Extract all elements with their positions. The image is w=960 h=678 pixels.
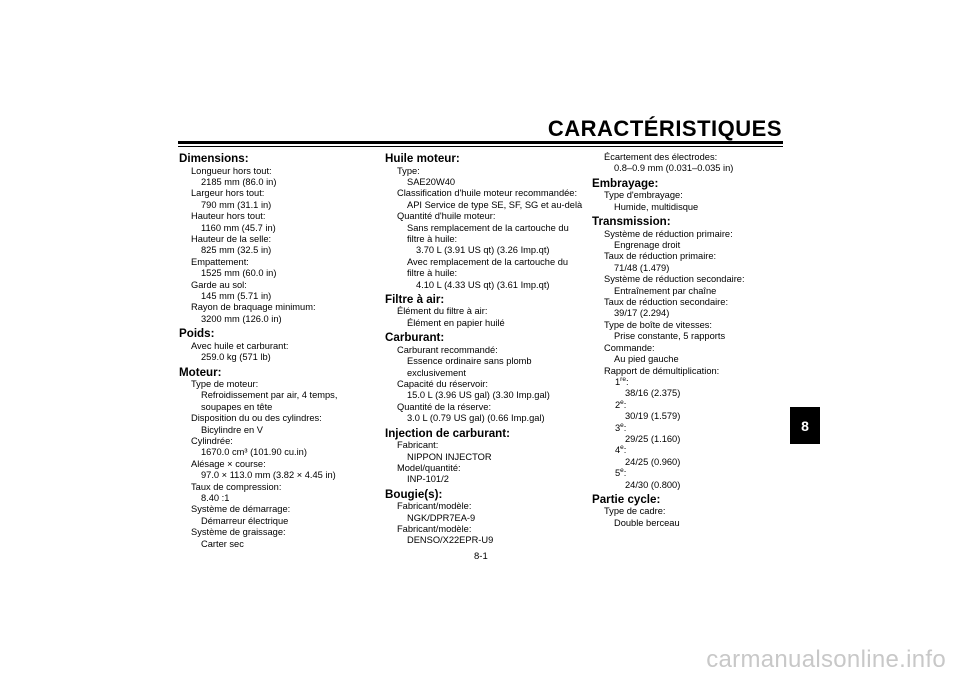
spec-value: Démarreur électrique	[201, 515, 289, 526]
spec-label: Garde au sol:	[191, 279, 247, 290]
spec-value: 8.40 :1	[201, 493, 230, 504]
spec-label: Carburant recommandé:	[397, 344, 498, 355]
spec-value: INP-101/2	[407, 474, 449, 485]
gear-ordinal: e	[620, 444, 624, 452]
spec-value: SAE20W40	[407, 176, 456, 187]
spec-value: Refroidissement par air, 4 temps,	[201, 390, 338, 401]
gear-label	[592, 400, 807, 411]
spec-value: exclusivement	[407, 367, 466, 378]
spec-value: 1670.0 cm³ (101.90 cu.in)	[201, 447, 307, 458]
spec-value: 71/48 (1.479)	[614, 262, 670, 273]
spec-label: Quantité de la réserve:	[397, 401, 492, 412]
gear-colon: :	[623, 422, 627, 433]
spec-value: NGK/DPR7EA-9	[407, 512, 476, 523]
gear-colon: :	[623, 468, 627, 479]
spec-value: filtre à huile:	[407, 233, 458, 244]
spec-value: Entraînement par chaîne	[614, 285, 717, 296]
gear-number: 2	[615, 399, 621, 410]
spec-value: Prise constante, 5 rapports	[614, 331, 726, 342]
header-rule-thin	[178, 146, 783, 147]
spec-label: Type:	[397, 165, 420, 176]
gear-colon: :	[625, 376, 629, 387]
section-heading: Injection de carburant:	[385, 426, 510, 440]
gear-colon: :	[623, 445, 627, 456]
spec-label: Élément du filtre à air:	[397, 306, 488, 317]
spec-column-3	[592, 152, 807, 529]
spec-value: Au pied gauche	[614, 354, 679, 365]
section-heading: Partie cycle:	[592, 492, 661, 506]
spec-label: Commande:	[604, 342, 655, 353]
spec-label: Système de graissage:	[191, 527, 286, 538]
section-heading: Bougie(s):	[385, 487, 443, 501]
page-title: CARACTÉRISTIQUES	[547, 116, 782, 141]
spec-label: Hauteur de la selle:	[191, 233, 272, 244]
spec-value: Bicylindre en V	[201, 424, 264, 435]
spec-value: Avec remplacement de la cartouche du	[407, 256, 569, 267]
spec-label: Capacité du réservoir:	[397, 379, 488, 389]
spec-label: Type d'embrayage:	[604, 190, 683, 201]
section-heading: Carburant:	[385, 331, 445, 345]
spec-label: Cylindrée:	[191, 436, 233, 447]
spec-label: Rayon de braquage minimum:	[191, 302, 316, 313]
gear-ratio: 38/16 (2.375)	[625, 388, 681, 399]
spec-value: API Service de type SE, SF, SG et au-delà	[407, 199, 583, 210]
gear-ratio: 24/30 (0.800)	[625, 479, 681, 490]
gear-ratio: 24/25 (0.960)	[625, 456, 681, 467]
spec-label: Taux de compression:	[191, 481, 282, 492]
spec-value: Sans remplacement de la cartouche du	[407, 222, 569, 233]
spec-column-2	[385, 152, 600, 547]
spec-label: Type de boîte de vitesses:	[604, 319, 713, 330]
section-heading: Dimensions:	[179, 152, 249, 165]
section-heading: Huile moteur:	[385, 152, 460, 165]
spec-label: Model/quantité:	[397, 462, 461, 473]
gear-ordinal: e	[620, 421, 624, 429]
gear-ratio: 30/19 (1.579)	[625, 411, 681, 422]
spec-label: Système de réduction primaire:	[604, 228, 733, 239]
spec-label: Avec huile et carburant:	[191, 340, 289, 351]
gear-label	[592, 468, 807, 479]
spec-value: 1525 mm (60.0 in)	[201, 268, 277, 279]
spec-value: 0.8–0.9 mm (0.031–0.035 in)	[614, 163, 734, 174]
spec-label: Type de moteur:	[191, 379, 259, 389]
spec-value: Carter sec	[201, 538, 244, 549]
spec-label: Type de cadre:	[604, 506, 666, 517]
spec-label: Empattement:	[191, 256, 249, 267]
spec-value: Humide, multidisque	[614, 201, 699, 212]
spec-label: Hauteur hors tout:	[191, 211, 266, 222]
spec-label: Écartement des électrodes:	[604, 152, 718, 162]
gear-number: 5	[615, 468, 621, 479]
spec-label: Rapport de démultiplication:	[604, 365, 720, 376]
gear-label	[592, 377, 807, 388]
spec-value: 15.0 L (3.96 US gal) (3.30 Imp.gal)	[407, 390, 550, 401]
gear-ordinal: re	[620, 375, 626, 383]
spec-label: Fabricant/modèle:	[397, 524, 472, 535]
section-heading: Moteur:	[179, 365, 222, 379]
spec-value: 825 mm (32.5 in)	[201, 245, 272, 256]
spec-value: 3200 mm (126.0 in)	[201, 313, 282, 324]
spec-label: Longueur hors tout:	[191, 165, 272, 176]
spec-value: 4.10 L (4.33 US qt) (3.61 Imp.qt)	[416, 279, 550, 290]
spec-value: filtre à huile:	[407, 268, 458, 279]
section-heading: Transmission:	[592, 215, 671, 229]
spec-label: Disposition du ou des cylindres:	[191, 413, 322, 424]
spec-value: Engrenage droit	[614, 240, 681, 251]
gear-ordinal: e	[620, 398, 624, 406]
gear-number: 1	[615, 376, 621, 387]
chapter-tab: 8	[790, 407, 820, 444]
gear-label	[592, 423, 807, 434]
spec-label: Taux de réduction primaire:	[604, 251, 717, 262]
spec-label: Système de réduction secondaire:	[604, 274, 745, 285]
page-number: 8-1	[474, 551, 488, 562]
spec-label: Fabricant:	[397, 440, 439, 451]
spec-value: 97.0 × 113.0 mm (3.82 × 4.45 in)	[201, 470, 336, 481]
section-heading: Filtre à air:	[385, 292, 445, 306]
spec-column-1	[179, 152, 394, 550]
spec-label: Classification d'huile moteur recommandée:	[397, 188, 578, 199]
gear-ratio: 29/25 (1.160)	[625, 433, 681, 444]
spec-label: Système de démarrage:	[191, 504, 291, 515]
spec-value: soupapes en tête	[201, 401, 273, 412]
spec-value: 2185 mm (86.0 in)	[201, 176, 277, 187]
section-heading: Embrayage:	[592, 176, 659, 190]
spec-label: Fabricant/modèle:	[397, 501, 472, 512]
gear-colon: :	[623, 399, 627, 410]
gear-ordinal: e	[620, 467, 624, 475]
spec-value: Double berceau	[614, 517, 680, 528]
spec-value: 39/17 (2.294)	[614, 308, 670, 319]
spec-value: 1160 mm (45.7 in)	[201, 222, 276, 233]
spec-value: NIPPON INJECTOR	[407, 451, 492, 462]
header-rule-thick	[178, 141, 783, 144]
watermark: carmanualsonline.info	[706, 646, 946, 673]
spec-value: Essence ordinaire sans plomb	[407, 356, 532, 367]
gear-number: 3	[615, 422, 621, 433]
spec-value: DENSO/X22EPR-U9	[407, 535, 494, 546]
spec-label: Alésage × course:	[191, 458, 266, 469]
spec-label: Largeur hors tout:	[191, 188, 265, 199]
spec-label: Quantité d'huile moteur:	[397, 211, 496, 222]
spec-value: Élément en papier huilé	[407, 317, 505, 328]
gear-label	[592, 445, 807, 456]
spec-value: 3.0 L (0.79 US gal) (0.66 Imp.gal)	[407, 413, 545, 424]
spec-value: 790 mm (31.1 in)	[201, 199, 272, 210]
gear-number: 4	[615, 445, 621, 456]
spec-value: 259.0 kg (571 lb)	[201, 352, 271, 363]
section-heading: Poids:	[179, 327, 215, 341]
spec-label: Taux de réduction secondaire:	[604, 297, 729, 308]
spec-value: 3.70 L (3.91 US qt) (3.26 Imp.qt)	[416, 245, 550, 256]
spec-value: 145 mm (5.71 in)	[201, 290, 272, 301]
